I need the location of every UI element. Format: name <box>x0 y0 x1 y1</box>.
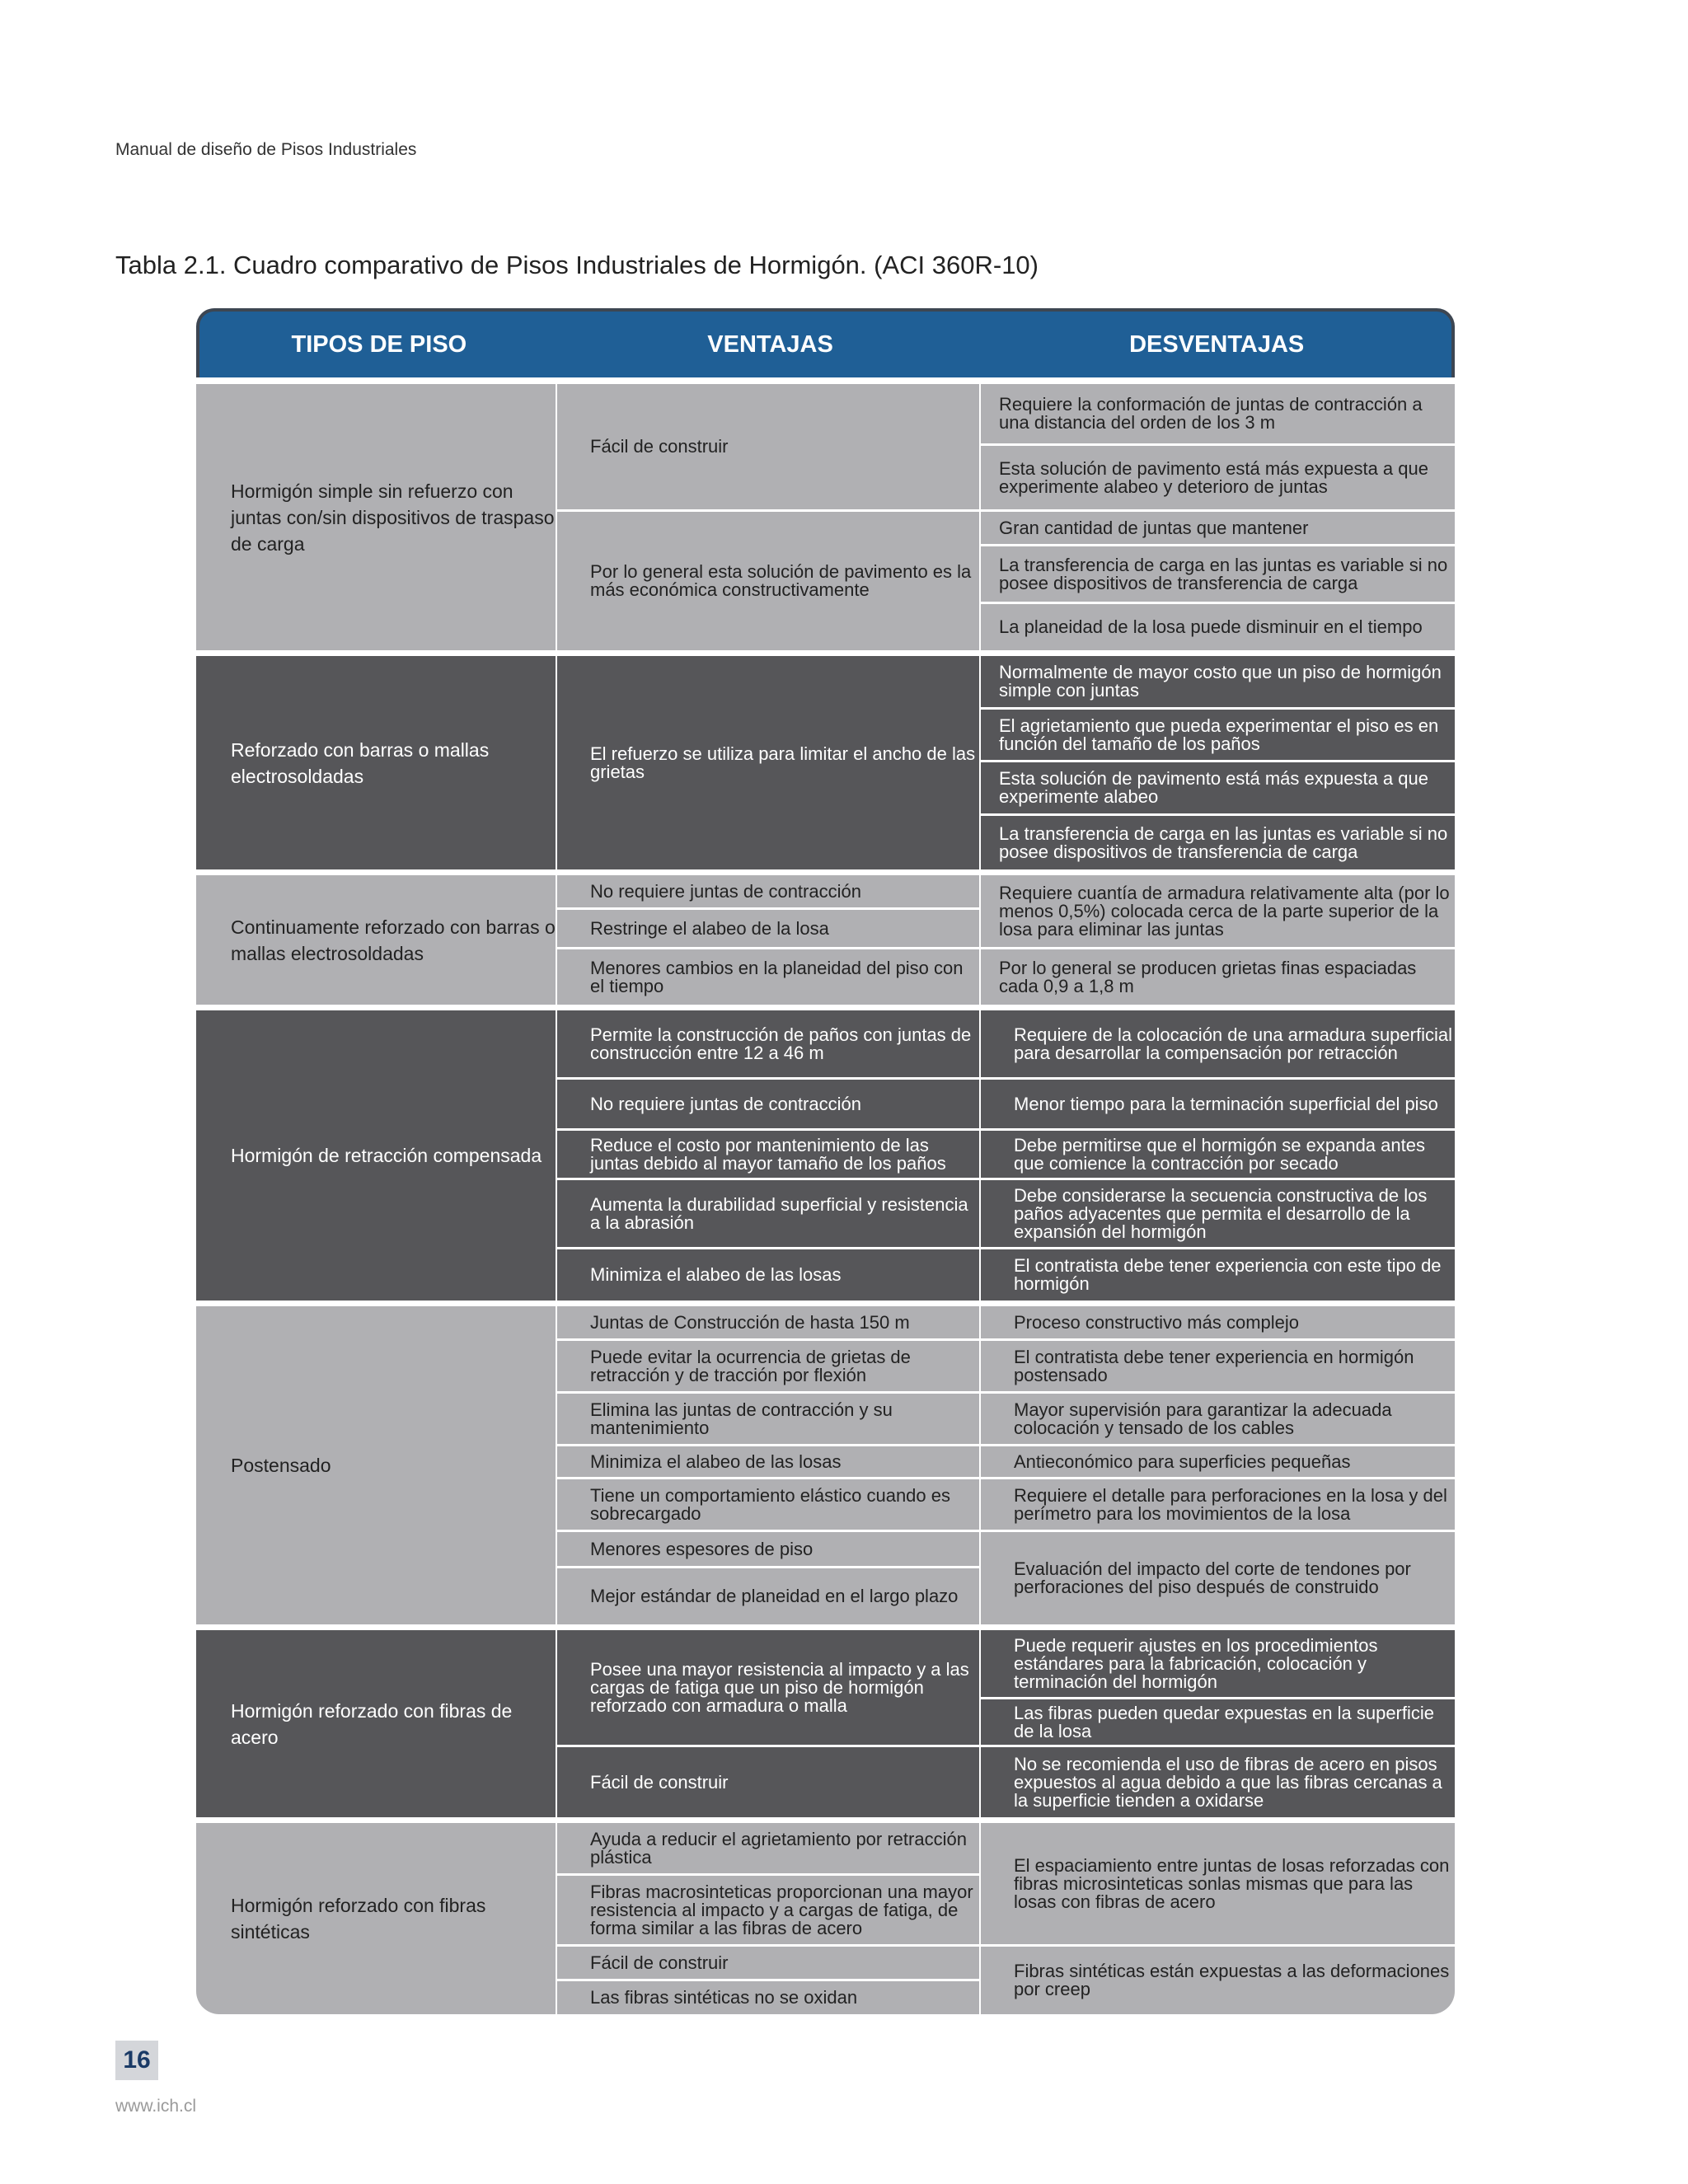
disadvantage-cell: La transferencia de carga en las juntas es variable si no posee dispositivos de transferencia de carga <box>981 546 1455 604</box>
advantage-cell: Puede evitar la ocurrencia de grietas de retracción y de tracción por flexión <box>557 1341 979 1394</box>
advantage-cell: No requiere juntas de contracción <box>557 1080 979 1131</box>
disadvantage-cell: La transferencia de carga en las juntas es variable si no posee dispositivos de transferencia de carga <box>981 816 1455 869</box>
disadvantage-cell: Requiere cuantía de armadura relativamente alta (por lo menos 0,5%) colocada cerca de la parte superior de la losa para eliminar las juntas <box>981 875 1455 949</box>
table-group <box>196 1306 1455 1624</box>
advantage-cell: Minimiza el alabeo de las losas <box>557 1249 979 1301</box>
advantage-cell: Menores cambios en la planeidad del piso con el tiempo <box>557 949 979 1005</box>
type-cell: Hormigón simple sin refuerzo con juntas con/sin dispositivos de traspaso de carga <box>196 384 556 650</box>
disadvantage-cell: Evaluación del impacto del corte de tendones por perforaciones del piso después de construido <box>981 1532 1455 1624</box>
disadvantage-cell: El contratista debe tener experiencia en hormigón postensado <box>981 1341 1455 1394</box>
disadvantage-cell: El agrietamiento que pueda experimentar el piso es en función del tamaño de los paños <box>981 710 1455 762</box>
advantage-cell: Por lo general esta solución de pavimento es la más económica constructivamente <box>557 512 979 650</box>
disadvantage-cell: Esta solución de pavimento está más expuesta a que experimente alabeo <box>981 762 1455 816</box>
table-caption: Tabla 2.1. Cuadro comparativo de Pisos Industriales de Hormigón. (ACI 360R-10) <box>115 251 1039 279</box>
advantage-cell: Permite la construcción de paños con juntas de construcción entre 12 a 46 m <box>557 1010 979 1080</box>
advantage-cell: Mejor estándar de planeidad en el largo plazo <box>557 1568 979 1624</box>
table-header <box>196 308 1455 377</box>
advantage-cell: Fácil de construir <box>557 384 979 512</box>
header-ventajas: VENTAJAS <box>707 330 833 358</box>
type-cell: Hormigón reforzado con fibras de acero <box>196 1630 556 1817</box>
disadvantage-cell: Las fibras pueden quedar expuestas en la superficie de la losa <box>981 1699 1455 1747</box>
advantage-cell: Tiene un comportamiento elástico cuando es sobrecargado <box>557 1479 979 1532</box>
advantage-cell: Fácil de construir <box>557 1947 979 1981</box>
type-cell: Continuamente reforzado con barras o mallas electrosoldadas <box>196 875 556 1005</box>
advantage-cell: El refuerzo se utiliza para limitar el ancho de las grietas <box>557 656 979 869</box>
header-tipos: TIPOS DE PISO <box>291 330 467 358</box>
disadvantage-cell: Fibras sintéticas están expuestas a las deformaciones por creep <box>981 1947 1455 2014</box>
advantage-cell: Fácil de construir <box>557 1747 979 1817</box>
footer-url: www.ich.cl <box>115 2097 197 2116</box>
table-group <box>196 1010 1455 1301</box>
type-cell: Hormigón de retracción compensada <box>196 1010 556 1301</box>
advantage-cell: Posee una mayor resistencia al impacto y a las cargas de fatiga que un piso de hormigón reforzado con armadura o malla <box>557 1630 979 1747</box>
disadvantage-cell: Requiere la conformación de juntas de contracción a una distancia del orden de los 3 m <box>981 384 1455 446</box>
table-group <box>196 875 1455 1005</box>
disadvantage-cell: Puede requerir ajustes en los procedimientos estándares para la fabricación, colocación y terminación del hormigón <box>981 1630 1455 1699</box>
type-cell: Reforzado con barras o mallas electrosoldadas <box>196 656 556 869</box>
disadvantage-cell: No se recomienda el uso de fibras de acero en pisos expuestos al agua debido a que las fibras cercanas a la superficie tienden a oxidarse <box>981 1747 1455 1817</box>
disadvantage-cell: Requiere de la colocación de una armadura superficial para desarrollar la compensación por retracción <box>981 1010 1455 1080</box>
page-number: 16 <box>115 2041 158 2080</box>
disadvantage-cell: Menor tiempo para la terminación superficial del piso <box>981 1080 1455 1131</box>
disadvantage-cell: Por lo general se producen grietas finas espaciadas cada 0,9 a 1,8 m <box>981 949 1455 1005</box>
disadvantage-cell: Debe considerarse la secuencia constructiva de los paños adyacentes que permita el desarrollo de la expansión del hormigón <box>981 1180 1455 1249</box>
running-header: Manual de diseño de Pisos Industriales <box>115 140 417 159</box>
table-group <box>196 656 1455 869</box>
disadvantage-cell: Esta solución de pavimento está más expuesta a que experimente alabeo y deterioro de juntas <box>981 446 1455 512</box>
disadvantage-cell: La planeidad de la losa puede disminuir en el tiempo <box>981 604 1455 650</box>
advantage-cell: Minimiza el alabeo de las losas <box>557 1446 979 1479</box>
advantage-cell: Fibras macrosinteticas proporcionan una mayor resistencia al impacto y a cargas de fatiga, de forma similar a las fibras de acero <box>557 1876 979 1947</box>
advantage-cell: Reduce el costo por mantenimiento de las juntas debido al mayor tamaño de los paños <box>557 1131 979 1180</box>
disadvantage-cell: Requiere el detalle para perforaciones en la losa y del perímetro para los movimientos de la losa <box>981 1479 1455 1532</box>
disadvantage-cell: Proceso constructivo más complejo <box>981 1306 1455 1341</box>
table-group <box>196 384 1455 650</box>
type-cell: Hormigón reforzado con fibras sintéticas <box>196 1823 556 2014</box>
advantage-cell: Menores espesores de piso <box>557 1532 979 1568</box>
disadvantage-cell: El espaciamiento entre juntas de losas reforzadas con fibras microsinteticas sonlas mismas que para las losas con fibras de acero <box>981 1823 1455 1947</box>
advantage-cell: Juntas de Construcción de hasta 150 m <box>557 1306 979 1341</box>
table-group <box>196 1630 1455 1817</box>
advantage-cell: Ayuda a reducir el agrietamiento por retracción plástica <box>557 1823 979 1876</box>
comparison-table <box>196 308 1455 2014</box>
disadvantage-cell: Gran cantidad de juntas que mantener <box>981 512 1455 546</box>
advantage-cell: Aumenta la durabilidad superficial y resistencia a la abrasión <box>557 1180 979 1249</box>
disadvantage-cell: Antieconómico para superficies pequeñas <box>981 1446 1455 1479</box>
disadvantage-cell: Normalmente de mayor costo que un piso de hormigón simple con juntas <box>981 656 1455 710</box>
advantage-cell: No requiere juntas de contracción <box>557 875 979 910</box>
type-cell: Postensado <box>196 1306 556 1624</box>
disadvantage-cell: Mayor supervisión para garantizar la adecuada colocación y tensado de los cables <box>981 1394 1455 1446</box>
table-group <box>196 1823 1455 2014</box>
header-desventajas: DESVENTAJAS <box>1129 330 1305 358</box>
disadvantage-cell: El contratista debe tener experiencia con este tipo de hormigón <box>981 1249 1455 1301</box>
advantage-cell: Las fibras sintéticas no se oxidan <box>557 1981 979 2014</box>
disadvantage-cell: Debe permitirse que el hormigón se expanda antes que comience la contracción por secado <box>981 1131 1455 1180</box>
advantage-cell: Restringe el alabeo de la losa <box>557 910 979 949</box>
advantage-cell: Elimina las juntas de contracción y su mantenimiento <box>557 1394 979 1446</box>
